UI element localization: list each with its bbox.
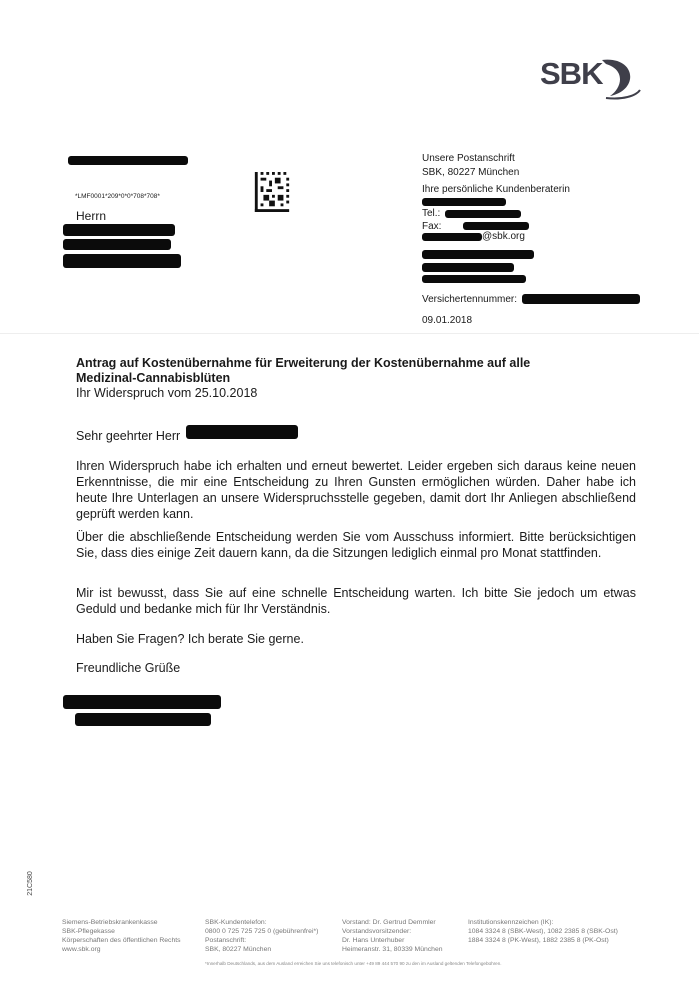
redacted-recipient-street bbox=[63, 239, 171, 250]
footer-board-line: Dr. Hans Unterhuber bbox=[342, 937, 405, 944]
redacted-signature-2 bbox=[75, 713, 211, 726]
footer-col-company bbox=[62, 918, 181, 954]
redacted-recipient-city bbox=[63, 254, 181, 268]
postal-address: SBK, 80227 München bbox=[422, 167, 520, 178]
redacted-recipient-name bbox=[63, 224, 175, 236]
email-domain: @sbk.org bbox=[482, 231, 525, 242]
footer-contact-line: SBK-Kundentelefon: bbox=[205, 919, 267, 926]
redacted-sender-line bbox=[68, 156, 188, 165]
sbk-logo bbox=[540, 52, 644, 102]
recipient-salutation: Herrn bbox=[76, 209, 107, 223]
paragraph-1: Ihren Widerspruch habe ich erhalten und erneut bewertet. Leider ergeben sich daraus keine neuen Erkenntnisse, die mir eine Entscheidung zu Ihren Gunsten ermöglichen würden. Daher habe ich heute Ihre Unterlagen an unsere Widerspruchsstelle gegeben, damit dort Ihr Anliegen abschließend geprüft werden kann. bbox=[76, 459, 636, 521]
footer-footnote: *Innerhalb Deutschlands, aus dem Ausland erreichen Sie uns telefonisch unter +49 89 444 570 90 zu den im Ausland geltenden Telefongebühren. bbox=[205, 961, 502, 966]
footer-col-contact bbox=[205, 918, 318, 954]
footer-board-line: Heimeranstr. 31, 80339 München bbox=[342, 946, 443, 953]
footer-company-line: Körperschaften des öffentlichen Rechts bbox=[62, 937, 181, 944]
subject-reference: Ihr Widerspruch vom 25.10.2018 bbox=[76, 386, 258, 400]
footer-contact-line: Postanschrift: bbox=[205, 937, 247, 944]
footer-ik-line: 1084 3324 8 (SBK-West), 1082 2385 8 (SBK-Ost) bbox=[468, 928, 618, 935]
form-code: 21C580 bbox=[26, 871, 34, 896]
fax-label: Fax: bbox=[422, 221, 442, 232]
advisor-title: Ihre persönliche Kundenberaterin bbox=[422, 184, 570, 195]
footer-contact-line: SBK, 80227 München bbox=[205, 946, 272, 953]
paragraph-3: Mir ist bewusst, dass Sie auf eine schnelle Entscheidung warten. Ich bitte Sie jedoch um etwas Geduld und bedanke mich für Ihr Verständnis. bbox=[76, 586, 636, 616]
greeting: Sehr geehrter Herr bbox=[76, 429, 181, 443]
postal-title: Unsere Postanschrift bbox=[422, 153, 515, 164]
recipient-barcode-code: *LMF0001*209*0*0*708*708* bbox=[75, 193, 160, 200]
redacted-advisor-line2 bbox=[422, 263, 514, 272]
paragraph-2: Über die abschließende Entscheidung werden Sie vom Ausschuss informiert. Bitte berücksichtigen Sie, dass dies einige Zeit dauern kann, da die Sitzungen lediglich einmal pro Monat stattfinden. bbox=[76, 530, 636, 560]
redacted-signature-1 bbox=[63, 695, 221, 709]
footer-ik-line: Institutionskennzeichen (IK): bbox=[468, 919, 554, 926]
footer-ik-line: 1884 3324 8 (PK-West), 1882 2385 8 (PK-Ost) bbox=[468, 937, 609, 944]
redacted-greeting-name bbox=[186, 425, 298, 439]
datamatrix-code-icon bbox=[254, 172, 290, 212]
logo-swoosh-icon bbox=[540, 52, 644, 102]
redacted-advisor-line1 bbox=[422, 250, 534, 259]
subject-line2: Medizinal-Cannabisblüten bbox=[76, 371, 231, 385]
logo-text: SBK bbox=[540, 56, 603, 91]
redacted-advisor-line3 bbox=[422, 275, 526, 283]
footer-company-line: Siemens-Betriebskrankenkasse bbox=[62, 919, 158, 926]
footer-board-line: Vorstandsvorsitzender: bbox=[342, 928, 412, 935]
footer-board-line: Vorstand: Dr. Gertrud Demmler bbox=[342, 919, 436, 926]
redacted-advisor-name bbox=[422, 198, 506, 206]
footer-website: www.sbk.org bbox=[62, 946, 101, 953]
subject-line1: Antrag auf Kostenübernahme für Erweiterung der Kostenübernahme auf alle bbox=[76, 356, 531, 370]
insurance-number-label: Versichertennummer: bbox=[422, 294, 518, 305]
redacted-tel bbox=[445, 210, 521, 218]
tel-label: Tel.: bbox=[422, 208, 441, 219]
redacted-fax bbox=[463, 222, 529, 230]
redacted-insurance-number bbox=[522, 294, 640, 304]
letter-date: 09.01.2018 bbox=[422, 315, 473, 326]
paragraph-4: Haben Sie Fragen? Ich berate Sie gerne. bbox=[76, 632, 304, 646]
scan-fold-line bbox=[0, 333, 699, 334]
footer-contact-line: 0800 0 725 725 725 0 (gebührenfrei*) bbox=[205, 928, 319, 935]
footer-company-line: SBK-Pflegekasse bbox=[62, 928, 115, 935]
footer-col-ik bbox=[468, 918, 618, 945]
closing: Freundliche Grüße bbox=[76, 661, 181, 675]
redacted-email-user bbox=[422, 233, 482, 241]
footer-col-board bbox=[342, 918, 443, 954]
